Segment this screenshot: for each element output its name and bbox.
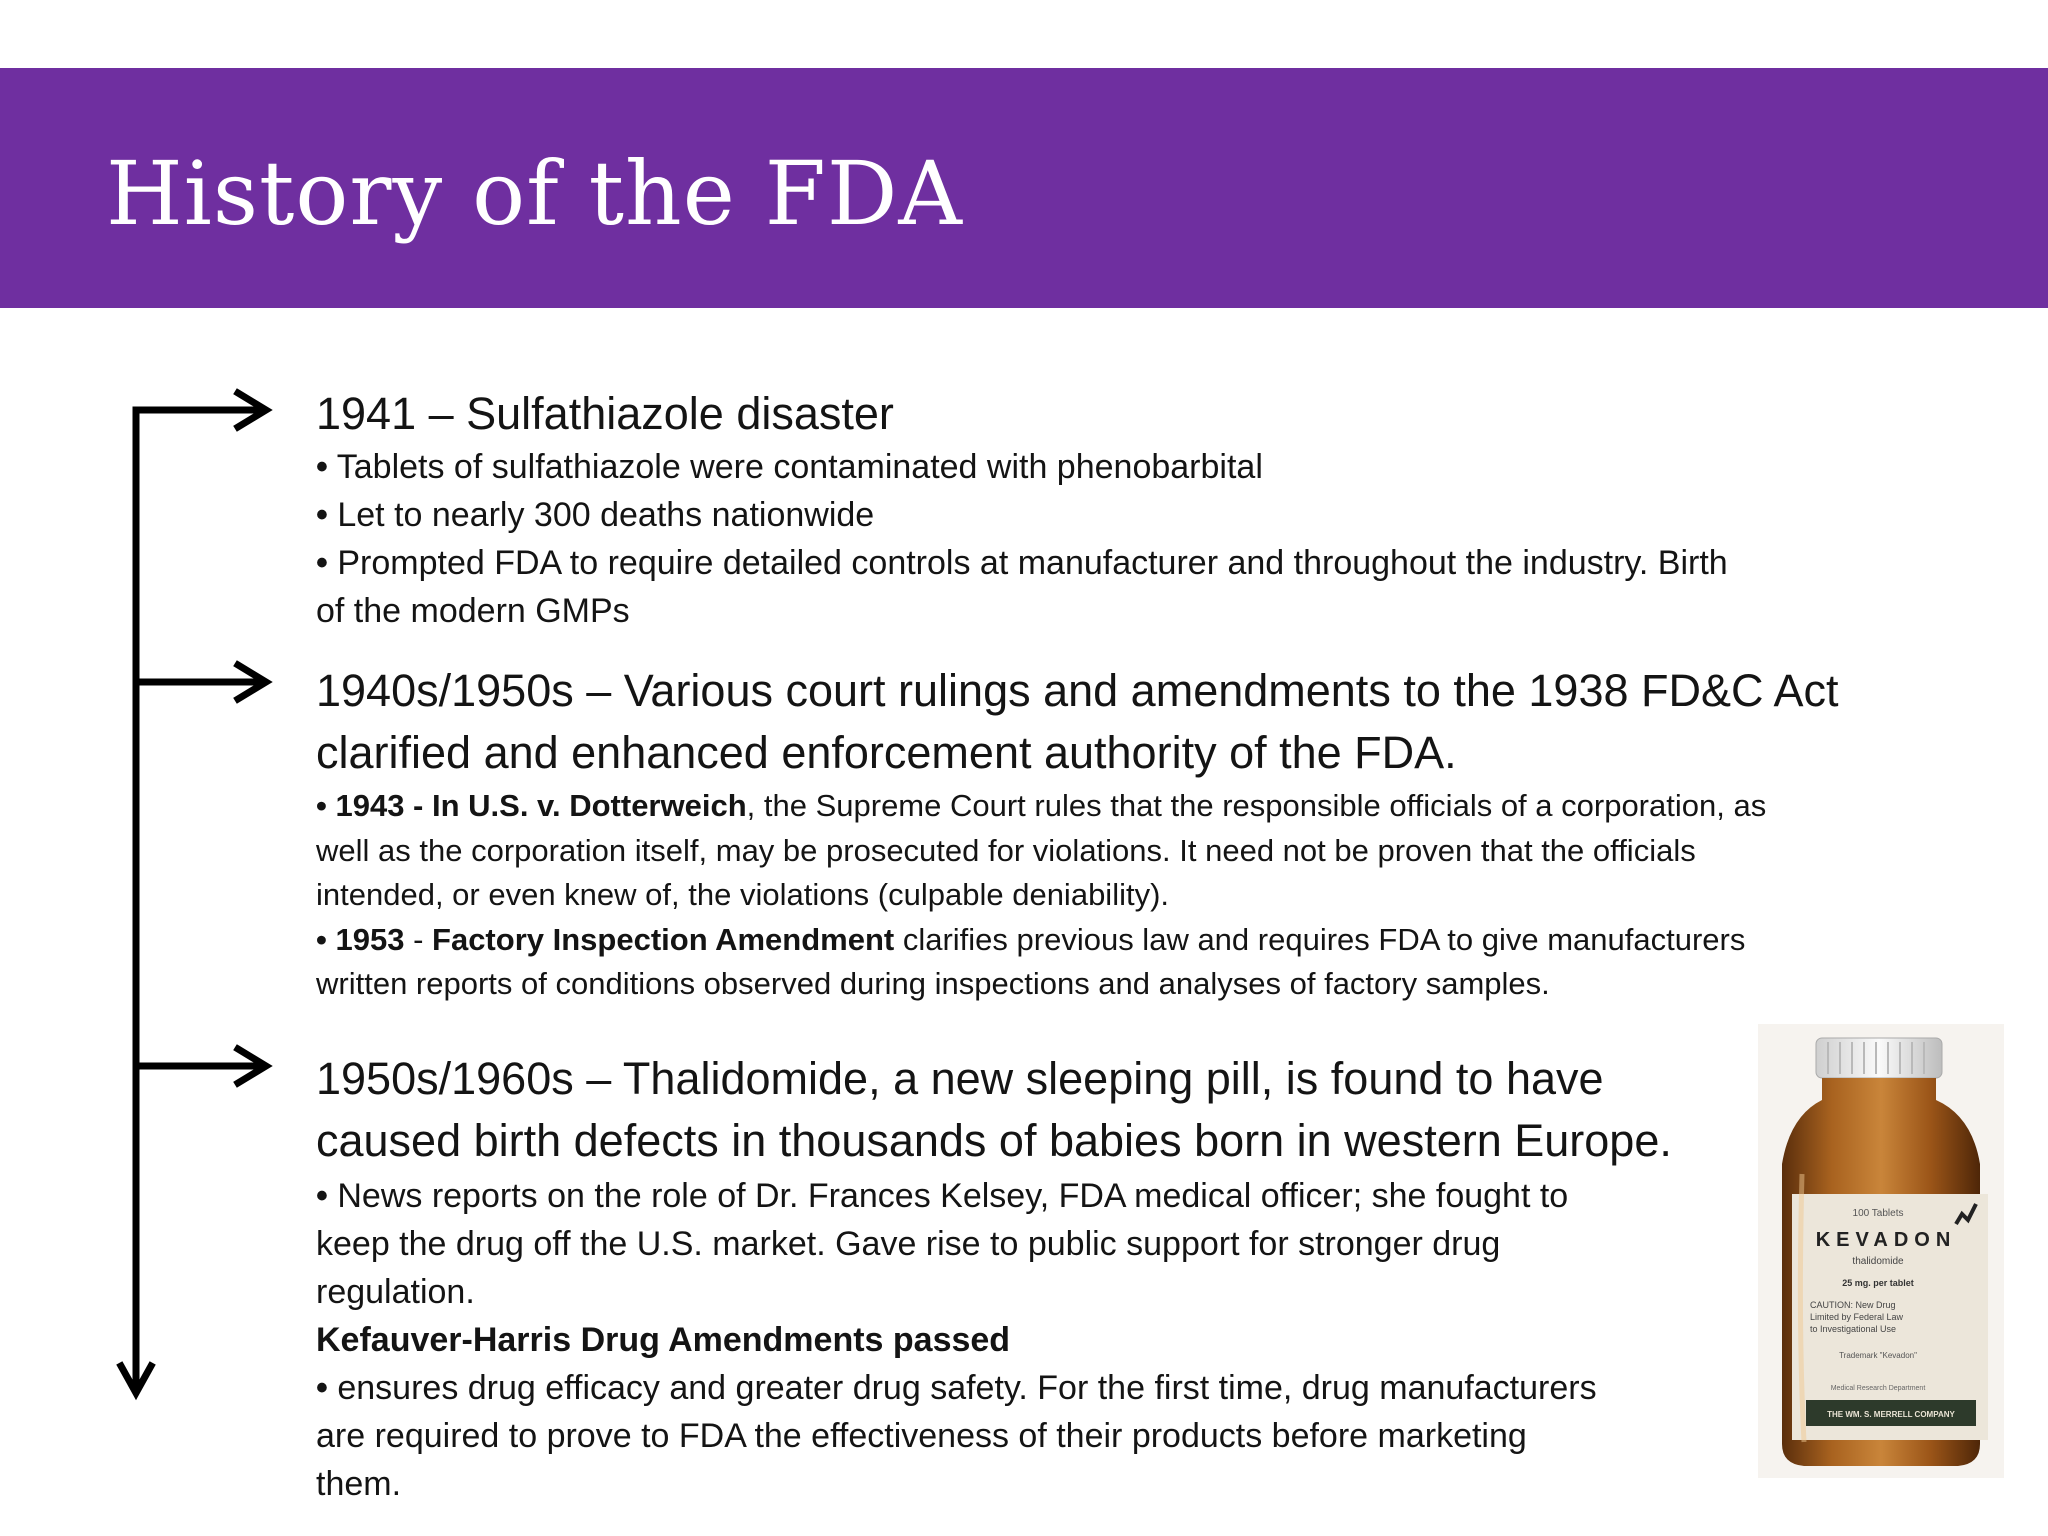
bullet-bold-lead: 1943 - In U.S. v. Dotterweich	[335, 788, 747, 823]
timeline-arrowhead-2	[238, 665, 266, 699]
label-top-text: 100 Tablets	[1852, 1208, 1904, 1219]
label-trademark: Trademark "Kevadon"	[1839, 1351, 1917, 1360]
bullet-glyph: •	[316, 544, 328, 582]
section-heading-line1: 1940s/1950s – Various court rulings and amendments to the 1938 FD&C Act	[316, 665, 1839, 716]
label-dose-text: 25 mg. per tablet	[1842, 1278, 1914, 1288]
bullet-glyph: •	[316, 1369, 328, 1407]
label-caution-3: to Investigational Use	[1810, 1324, 1897, 1334]
timeline-arrowhead-down	[121, 1366, 151, 1393]
label-maker-text: THE WM. S. MERRELL COMPANY	[1827, 1410, 1955, 1419]
timeline-arrowhead-1	[238, 393, 266, 427]
label-caution-1: CAUTION: New Drug	[1810, 1300, 1896, 1310]
kevadon-bottle-image	[1758, 1024, 2004, 1478]
label-caution-2: Limited by Federal Law	[1810, 1312, 1904, 1322]
bullet-continuation: them.	[316, 1465, 402, 1503]
bullet-item	[316, 784, 1916, 829]
bullet-text: ensures drug efficacy and greater drug safety. For the first time, drug manufacturers	[337, 1369, 1597, 1407]
bullet-text: Tablets of sulfathiazole were contaminated with phenobarbital	[336, 448, 1263, 486]
bullet-text: clarifies previous law and requires FDA to give manufacturers	[894, 921, 1746, 957]
bullet-glyph: •	[316, 788, 327, 823]
slide-title: History of the FDA	[106, 142, 963, 245]
bullet-text: News reports on the role of Dr. Frances Kelsey, FDA medical officer; she fought to	[337, 1177, 1569, 1215]
bullet-glyph: •	[316, 1177, 328, 1215]
bullet-continuation: are required to prove to FDA the effectiveness of their products before marketing	[316, 1417, 1527, 1455]
section-1950s-1960s	[316, 1048, 1746, 1508]
bullet-glyph: •	[316, 496, 328, 534]
section-heading: 1941 – Sulfathiazole disaster	[316, 388, 894, 439]
section-heading-line2: clarified and enhanced enforcement authority of the FDA.	[316, 727, 1457, 778]
bullet-continuation: keep the drug off the U.S. market. Gave rise to public support for stronger drug	[316, 1225, 1501, 1263]
bullet-continuation: intended, or even knew of, the violations (culpable deniability).	[316, 877, 1170, 912]
bullet-bold-year: 1953	[335, 921, 405, 957]
bullet-item	[316, 491, 1896, 539]
section-heading-line1: 1950s/1960s – Thalidomide, a new sleeping pill, is found to have	[316, 1053, 1604, 1104]
section-1940s-1950s	[316, 660, 1916, 1007]
timeline-arrowhead-3	[238, 1049, 266, 1083]
bullet-item	[316, 918, 1916, 963]
bullet-continuation: of the modern GMPs	[316, 592, 630, 630]
bullet-separator: -	[404, 921, 433, 957]
section-heading-line2: caused birth defects in thousands of babies born in western Europe.	[316, 1115, 1672, 1166]
bullet-item	[316, 1172, 1746, 1220]
label-generic-text: thalidomide	[1852, 1256, 1904, 1267]
subheading-kefauver-harris: Kefauver-Harris Drug Amendments passed	[316, 1321, 1011, 1359]
bullet-continuation: well as the corporation itself, may be prosecuted for violations. It need not be proven that the officials	[316, 832, 1696, 868]
bullet-glyph: •	[316, 448, 328, 486]
bullet-text: , the Supreme Court rules that the responsible officials of a corporation, as	[746, 788, 1767, 823]
bullet-text: Let to nearly 300 deaths nationwide	[337, 496, 875, 534]
bullet-glyph: •	[316, 921, 327, 957]
bullet-continuation: written reports of conditions observed during inspections and analyses of factory samples.	[316, 966, 1550, 1001]
bullet-item	[316, 1364, 1746, 1412]
bullet-text: Prompted FDA to require detailed controls at manufacturer and throughout the industry. Birth	[337, 544, 1728, 582]
bullet-item	[316, 539, 1896, 587]
bullet-item	[316, 443, 1896, 491]
section-1941	[316, 385, 1896, 635]
label-brand-text: KEVADON	[1815, 1229, 1957, 1251]
label-maker-small: Medical Research Department	[1830, 1385, 1926, 1392]
bullet-continuation: regulation.	[316, 1273, 475, 1311]
bullet-bold-lead: Factory Inspection Amendment	[432, 921, 895, 957]
